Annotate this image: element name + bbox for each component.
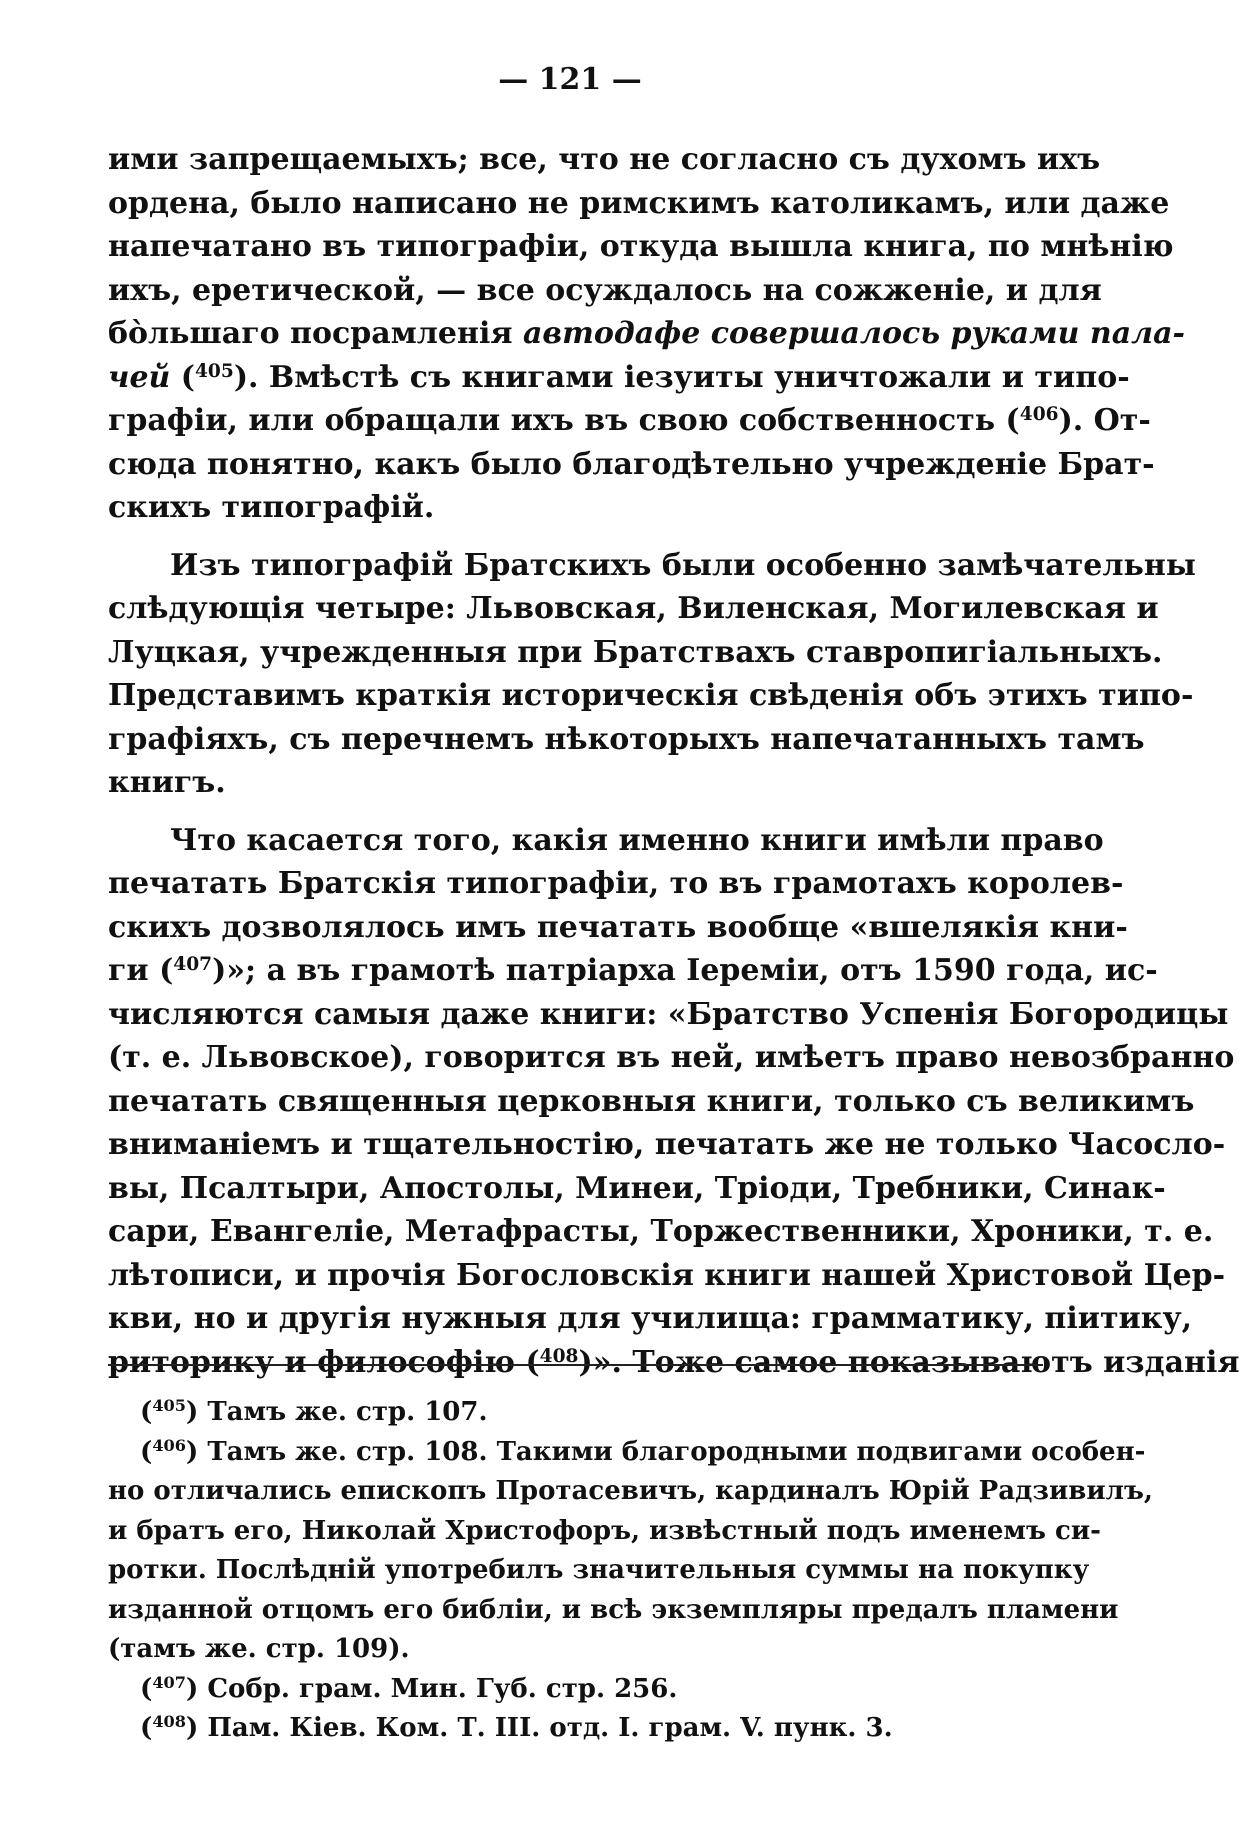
text-line: кви, но и другія нужныя для училища: грамматику, піитику, bbox=[108, 1301, 1193, 1336]
footnote-line: и братъ его, Николай Христофоръ, извѣстный подъ именемъ си- bbox=[108, 1515, 1101, 1546]
footnote-number: 406 bbox=[152, 1435, 186, 1455]
footnote-line: ($^{406}$) Тамъ же. стр. 108. Такими благородными подвигами особен- bbox=[140, 1435, 1146, 1467]
text-line: слѣдующія четыре: Львовская, Виленская, Могилевская и bbox=[108, 591, 1159, 626]
footnote-line: ротки. Послѣдній употребилъ значительныя суммы на покупку bbox=[108, 1555, 1090, 1585]
footnote-408 bbox=[108, 1709, 1043, 1749]
text-line: Луцкая, учрежденныя при Братствахъ ставропигіальныхъ. bbox=[108, 634, 1163, 670]
text-line: напечатано въ типографіи, откуда вышла книга, по мнѣнію bbox=[108, 229, 1174, 264]
page-number: — 121 — bbox=[498, 62, 642, 97]
footnotes bbox=[108, 1393, 1153, 1749]
footnote-ref-406[interactable]: 406 bbox=[1019, 403, 1059, 425]
text-line: вниманіемъ и тщательностію, печатать же не только Часосло- bbox=[108, 1127, 1226, 1162]
text-line: сари, Евангеліе, Метафрасты, Торжественники, Хроники, т. е. bbox=[108, 1214, 1214, 1249]
italic-phrase: автодафе совершалось руками пала- bbox=[522, 316, 1185, 351]
text-line: ордена, было написано не римскимъ католикамъ, или даже bbox=[108, 185, 1170, 221]
text-line: Изъ типографій Братскихъ были особенно замѣчательны bbox=[170, 547, 1196, 583]
footnote-divider bbox=[108, 1364, 1043, 1366]
text-line: чей ($^{405}$). Вмѣстѣ съ книгами іезуиты уничтожали и типо- bbox=[108, 359, 1130, 395]
footnote-number: 407 bbox=[152, 1672, 186, 1692]
text-line: ги ($^{407}$)»; а въ грамотѣ патріарха Іереміи, отъ 1590 года, ис- bbox=[108, 953, 1158, 988]
text-line: ихъ, еретической, — все осуждалось на сожженіе, и для bbox=[108, 272, 1102, 308]
footnote-line: (тамъ же. стр. 109). bbox=[108, 1634, 410, 1664]
text-line: бо̀льшаго посрамленія автодафе совершалось руками пала- bbox=[108, 316, 1185, 351]
footnote-line: изданной отцомъ его библіи, и всѣ экземпляры предалъ пламени bbox=[108, 1594, 1119, 1625]
footnote-line: ($^{408}$) Пам. Кіев. Ком. Т. III. отд. I. грам. V. пунк. 3. bbox=[140, 1712, 893, 1743]
text-line: скихъ типографій. bbox=[108, 490, 435, 525]
footnote-number: 405 bbox=[152, 1396, 186, 1416]
text-line: сюда понятно, какъ было благодѣтельно учрежденіе Брат- bbox=[108, 446, 1155, 482]
text-line: вы, Псалтыри, Апостолы, Минеи, Тріоди, Требники, Синак- bbox=[108, 1170, 1166, 1206]
text-line: Что касается того, какія именно книги имѣли право bbox=[170, 822, 1104, 858]
footnote-line: ($^{407}$) Собр. грам. Мин. Губ. стр. 256. bbox=[140, 1672, 678, 1704]
text-line: Представимъ краткія историческія свѣденія объ этихъ типо- bbox=[108, 678, 1194, 713]
text-line: ими запрещаемыхъ; все, что не согласно съ духомъ ихъ bbox=[108, 142, 1101, 177]
paragraph-1 bbox=[108, 138, 1185, 530]
paragraph-2 bbox=[108, 544, 1196, 805]
footnote-number: 408 bbox=[152, 1712, 186, 1732]
paragraph-gap bbox=[108, 805, 1043, 819]
footnote-406 bbox=[108, 1433, 1153, 1670]
text-line: книгъ. bbox=[108, 765, 226, 800]
text-line: печатать священныя церковныя книги, только съ великимъ bbox=[108, 1083, 1195, 1119]
footnote-405 bbox=[108, 1393, 1043, 1433]
text-line: (т. е. Львовское), говорится въ ней, имѣетъ право невозбранно bbox=[108, 1040, 1235, 1075]
footnote-ref-408[interactable]: 408 bbox=[539, 1345, 579, 1367]
text-line: графіяхъ, съ перечнемъ нѣкоторыхъ напечатанныхъ тамъ bbox=[108, 721, 1145, 757]
text-line: графіи, или обращали ихъ въ свою собственность ($^{406}$). От- bbox=[108, 403, 1151, 438]
text-line: лѣтописи, и прочія Богословскія книги нашей Христовой Цер- bbox=[108, 1257, 1226, 1293]
text-line: числяются самыя даже книги: «Братство Успенія Богородицы bbox=[108, 996, 1229, 1032]
footnote-line: но отличались епископъ Протасевичъ, кардиналъ Юрій Радзивилъ, bbox=[108, 1476, 1153, 1506]
footnote-ref-405[interactable]: 405 bbox=[194, 360, 234, 382]
paragraph-3 bbox=[108, 819, 1240, 1385]
text-line: риторику и философію ($^{408}$)». Тоже самое показываютъ изданія bbox=[108, 1344, 1240, 1380]
paragraph-gap bbox=[108, 530, 1043, 544]
footnote-line: ($^{405}$) Тамъ же. стр. 107. bbox=[140, 1396, 488, 1427]
text-line: скихъ дозволялось имъ печатать вообще «вшелякія кни- bbox=[108, 909, 1128, 945]
italic-phrase: чей bbox=[108, 359, 171, 395]
footnote-407 bbox=[108, 1670, 1043, 1710]
text-line: печатать Братскія типографіи, то въ грамотахъ королев- bbox=[108, 866, 1124, 901]
footnote-ref-407[interactable]: 407 bbox=[173, 953, 213, 975]
main-text bbox=[108, 138, 1240, 1384]
